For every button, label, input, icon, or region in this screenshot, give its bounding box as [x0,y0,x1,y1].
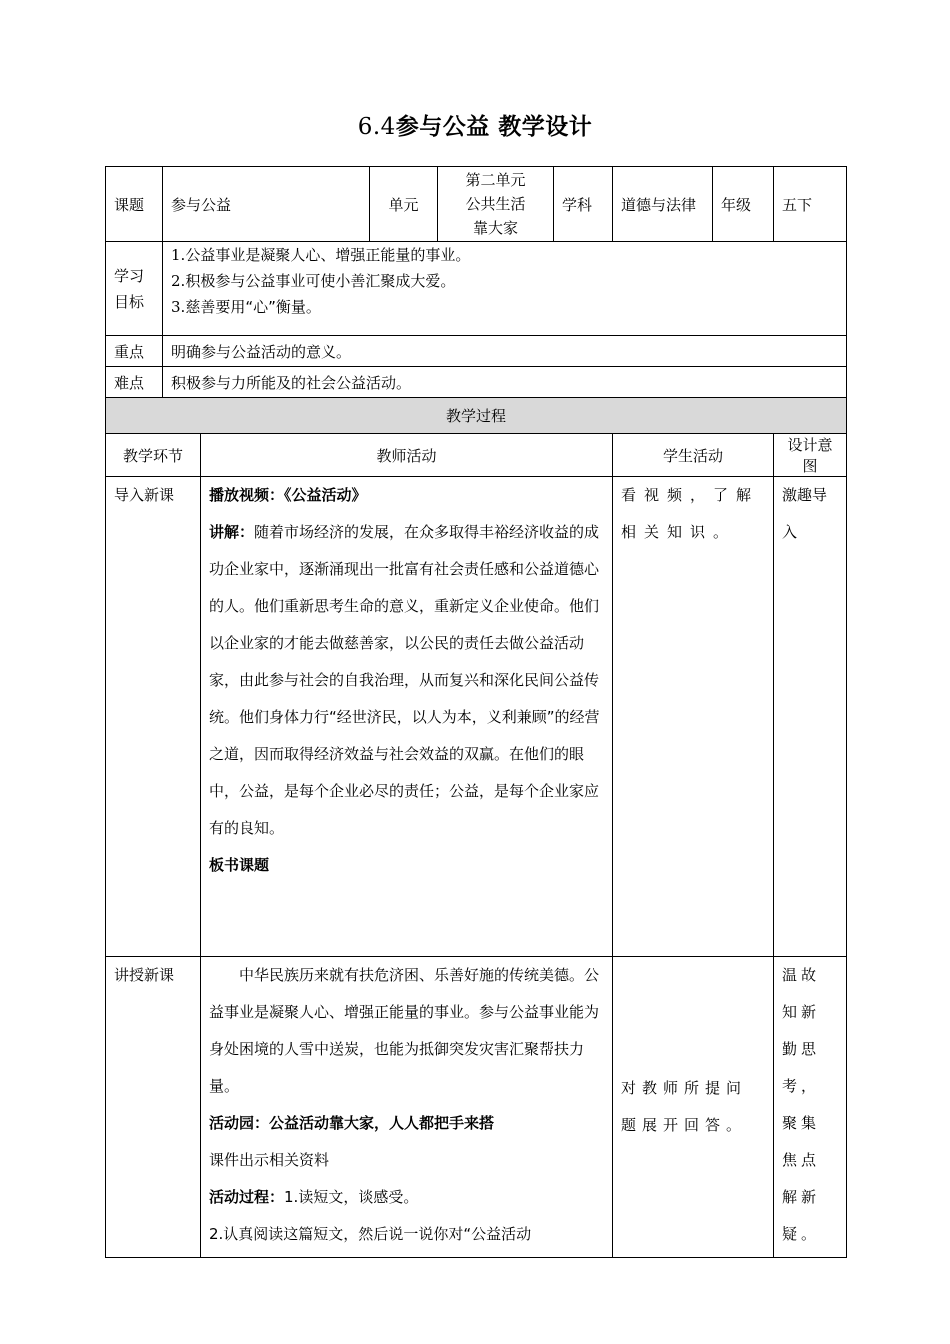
objectives-row [106,242,847,336]
unit-line-3: 靠大家 [473,219,519,237]
explain-text: 随着市场经济的发展，在众多取得丰裕经济收益的成功企业家中，逐渐涌现出一批富有社会责任感和公益道德心的人。他们重新思考生命的意义，重新定义企业使命。他们以企业家的才能去做慈善家，以公民的责任去做公益活动家，由此参与社会的自我治理，从而复兴和深化民间公益传统。他们身体力行“经世济民，以人为本，义利兼顾”的经营之道，因而取得经济效益与社会效益的双赢。在他们的眼中，公益，是每个企业必尽的责任；公益，是每个企业家应有的良知。 [209,523,600,837]
lesson-plan-table [105,166,847,1258]
objective-text: 公益事业是凝聚人心、增强正能量的事业。 [185,246,471,264]
lesson-student: 对教师所提问题展开回答。 [613,957,774,1258]
unit-label: 单元 [370,167,438,242]
process-label: 活动过程： [209,1188,285,1206]
title-number: 6.4 [357,114,396,140]
objective-text: 慈善要用“心”衡量。 [185,298,321,316]
intro-stage: 导入新课 [106,477,201,957]
explain-label: 讲解： [209,523,255,541]
process-text: 1.读短文，谈感受。 [284,1188,419,1206]
intro-student: 看视频，了解相关知识。 [613,477,774,957]
intro-teacher [201,477,613,957]
col-teacher: 教师活动 [201,434,613,477]
process-header: 教学过程 [106,398,847,434]
objectives-label-1: 学习 [114,266,145,285]
intro-intent: 激趣导入 [774,477,847,957]
objectives-label-2: 目标 [114,292,145,311]
col-student: 学生活动 [613,434,774,477]
focus-text: 明确参与公益活动的意义。 [163,336,847,367]
title-text: 参与公益 教学设计 [395,114,593,140]
objective-item [171,242,838,268]
explain-paragraph [209,514,604,847]
grade-label: 年级 [713,167,774,242]
intro-row [106,477,847,957]
col-intent: 设计意图 [774,434,847,477]
lesson-stage: 讲授新课 [106,957,201,1258]
focus-row [106,336,847,367]
lesson-intent: 温故知新勤思考，聚集焦点解新疑。 [774,957,847,1258]
objective-num: 1. [171,246,186,264]
lesson-teacher [201,957,613,1258]
lesson-row [106,957,847,1258]
difficulty-text: 积极参与力所能及的社会公益活动。 [163,367,847,398]
objectives-list [163,242,847,336]
courseware-note: 课件出示相关资料 [209,1151,330,1169]
subject-value: 道德与法律 [613,167,713,242]
objective-num: 2. [171,272,186,290]
objective-item [171,294,838,320]
difficulty-row [106,367,847,398]
topic-value: 参与公益 [163,167,370,242]
col-stage: 教学环节 [106,434,201,477]
board-title: 板书课题 [209,856,270,874]
process-step-2: 2.认真阅读这篇短文，然后说一说你对“公益活动 [209,1225,532,1243]
objective-item [171,268,838,294]
grade-value: 五下 [774,167,847,242]
objectives-label [106,242,163,336]
lesson-para-1: 中华民族历来就有扶危济困、乐善好施的传统美德。公益事业是凝聚人心、增强正能量的事业。参与公益事业能为身处困境的人雪中送炭，也能为抵御突发灾害汇聚帮扶力量。 [209,966,600,1095]
subject-label: 学科 [554,167,613,242]
objective-text: 积极参与公益事业可使小善汇聚成大爱。 [185,272,456,290]
unit-line-1: 第二单元 [465,171,526,189]
unit-line-2: 公共生活 [465,195,526,213]
focus-label: 重点 [106,336,163,367]
topic-label: 课题 [106,167,163,242]
difficulty-label: 难点 [106,367,163,398]
process-paragraph [209,1179,604,1216]
info-row [106,167,847,242]
objective-num: 3. [171,298,186,316]
process-header-row [106,398,847,434]
column-header-row [106,434,847,477]
activity-title: 活动园：公益活动靠大家，人人都把手来搭 [209,1114,495,1132]
video-label: 播放视频：《公益活动》 [209,486,367,504]
page-title [0,108,950,141]
unit-value [438,167,554,242]
